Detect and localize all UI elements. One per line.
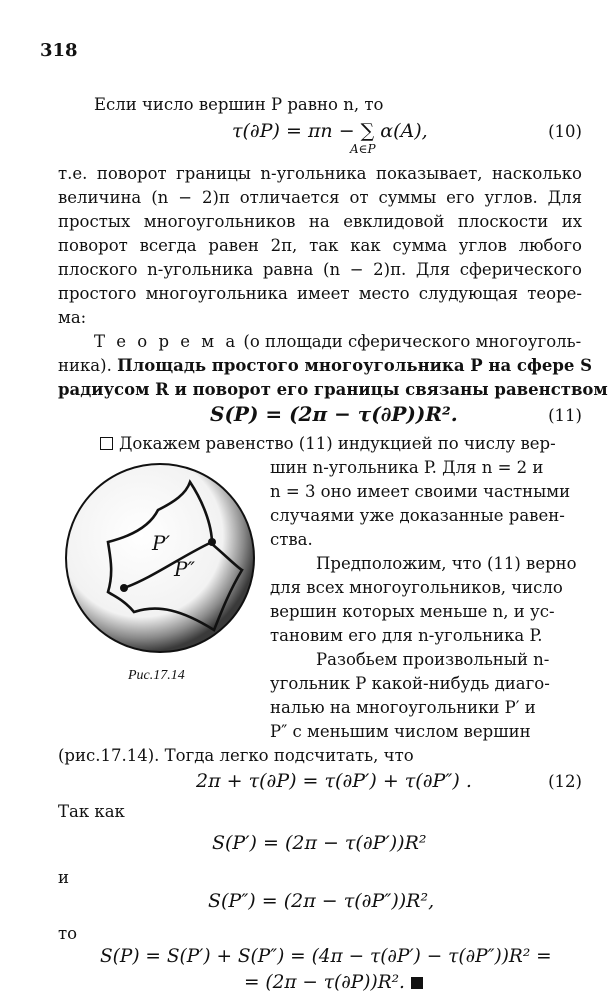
equation-sp-prime: S(P′) = (2π − τ(∂P′))R² [212, 832, 427, 854]
text-line: то [58, 924, 78, 943]
text-line: ства. [270, 530, 313, 549]
figure-spherical-polygon [62, 460, 258, 656]
proof-text: Докажем равенство (11) индукцией по числу вер- [119, 434, 556, 453]
equation-sum-result [244, 972, 423, 993]
text-line: шин n-угольника P. Для n = 2 и [270, 458, 544, 477]
equation-12-number: (12) [548, 772, 582, 791]
equation-11: S(P) = (2π − τ(∂P))R². [210, 402, 458, 426]
theorem-statement: Площадь простого многоугольника P на сфере S [117, 356, 593, 375]
text-line: случаями уже доказанные равен- [270, 506, 565, 525]
text-line: Предположим, что (11) верно [316, 554, 577, 573]
page-number: 318 [40, 40, 78, 61]
figure-caption: Рис.17.14 [128, 668, 185, 683]
figure-label-p-double-prime: P″ [174, 557, 195, 581]
vertex-point [208, 538, 216, 546]
text-line: плоского n-угольника равна (n − 2)π. Для сферического [58, 260, 582, 279]
text-line: (рис.17.14). Тогда легко подсчитать, что [58, 746, 414, 765]
text-line: и [58, 868, 69, 887]
theorem-line [58, 354, 593, 378]
theorem-title-end: ника). [58, 356, 112, 375]
text-line: Разобьем произвольный n- [316, 650, 550, 669]
text-line: Так как [58, 802, 125, 821]
proof-end-square-icon [411, 977, 423, 989]
text-line: Если число вершин P равно n, то [94, 95, 384, 114]
equation-10-number: (10) [548, 122, 582, 141]
theorem-word: Т е о р е м а [94, 332, 239, 351]
equation-sum-result-text: = (2π − τ(∂P))R². [244, 972, 405, 993]
text-line: т.е. поворот границы n-угольника показывает, насколько [58, 164, 582, 183]
equation-12: 2π + τ(∂P) = τ(∂P′) + τ(∂P″) . [196, 770, 472, 792]
text-line: простых многоугольников на евклидовой плоскости их [58, 212, 582, 231]
text-line: вершин которых меньше n, и ус- [270, 602, 555, 621]
text-line: ма: [58, 308, 87, 327]
equation-sum: S(P) = S(P′) + S(P″) = (4π − τ(∂P′) − τ(∂P″))R² = [100, 946, 552, 967]
text-line: налью на многоугольники P′ и [270, 698, 536, 717]
equation-sp-double-prime: S(P″) = (2π − τ(∂P″))R², [208, 890, 435, 912]
equation-10: τ(∂P) = πn − ∑ α(A), [232, 120, 428, 142]
proof-line [100, 432, 610, 456]
theorem-title: (о площади сферического многоуголь- [243, 332, 582, 351]
equation-11-number: (11) [548, 406, 582, 425]
text-line: величина (n − 2)π отличается от суммы его углов. Для [58, 188, 582, 207]
text-line: угольник P какой-нибудь диаго- [270, 674, 550, 693]
text-line: тановим его для n-угольника P. [270, 626, 543, 645]
proof-start-square-icon [100, 437, 113, 450]
theorem-heading [94, 330, 582, 354]
vertex-point [120, 584, 128, 592]
figure-label-p-prime: P′ [152, 531, 170, 555]
text-line: простого многоугольника имеет место слудующая теоре- [58, 284, 582, 303]
text-line: для всех многоугольников, число [270, 578, 563, 597]
theorem-statement: радиусом R и поворот его границы связаны равенством [58, 380, 608, 399]
equation-10-subscript: A∈P [350, 142, 376, 156]
text-line: поворот всегда равен 2π, так как сумма углов любого [58, 236, 582, 255]
text-line: n = 3 оно имеет своими частными [270, 482, 571, 501]
text-line: P″ с меньшим числом вершин [270, 722, 531, 741]
